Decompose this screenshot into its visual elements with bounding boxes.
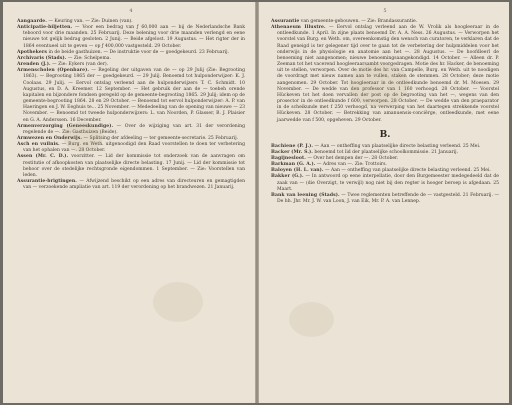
entry-heading: Aangaarde. (17, 19, 47, 24)
entry-text: — Splitsing der afdeeling — ter gemeente-secretarie. 25 Februarij. (82, 135, 239, 141)
entry-heading: Arenden (J.). (17, 62, 51, 68)
entry-text: voorzitter. — Lid der kommissie tot onderzoek van de aanvragen om restitutie of afkoopkosten van plaatselijke directe belasting. 17 Junij. — Lid der kommissie tot behoor over de stedelijke rechtsgronde eigendommen. 1 September. — Zie: Voorstellen van leden. (23, 154, 245, 178)
index-entry (17, 179, 245, 191)
index-entry (17, 124, 245, 136)
index-entries-b (271, 144, 499, 206)
entry-heading: Armwezen en Onderwijs. (17, 135, 83, 141)
index-entries (17, 19, 245, 191)
section-letter: B. (379, 129, 391, 140)
entry-heading: Armenverzorging (Geneeskundige). (17, 123, 114, 129)
entry-text: — Over het dempen der —. 28 October. (305, 155, 399, 161)
left-page (3, 2, 255, 403)
entry-text: — Voor een bedrag van ƒ 60,000 aan — bij de Nederlandsche Bank teboord voor drie maanden. 25 Februarij. Deze belening voor drie maanden verlengd en eene nieuwe tot gelijk bedrag gesloten. 2 Junij. — Beide afgelost. 19 Augustus. — Het rigter der in 1864 eventueel uit te geven — op ƒ 400,000 vastgesteld. 29 October. (23, 25, 245, 49)
entry-text: — Regeling der uitgaven van de — op 29 Julij (Zie: Begrooting 1863). — Begrooting 1865 der — goedgekeurd. — 29 Julij. Benoemd tot hulponderwijzer: K. J. Coolaas. 29 Julij. — Eervol ontslag verleend aan de hulponderwijzers T. C. Schmidt. 10 Augustus, en D. A. Kreemer. 12 September. — Het gebruik der aan de — toebeh orende kapitalen en bijzondere fondsen geregeld op de gemeente-begrooting 1865. 29 Julij; idem op de gemeente-begrooting 1864. 28 en 29 October. — Benoemd tot eervol hulponderwijzer: A. P. van Haeringen en J. W. Eeghuis te... 25 November. — Mededeeling van de opening van nieuwe — 23 November. — Benoemd tot tweede hulponderwijzers: L. van Noorden, P. Glasser, B. J. Plaisier en G. A. Anderssen. 16 December. (23, 68, 245, 123)
index-entry (271, 174, 499, 192)
page-number: 4 (129, 8, 133, 14)
entry-heading: Bachiene (P. J.). (271, 143, 314, 149)
entry-text: in de beide gasthuizen. — De instruktie voor de — goedgekeurd. 23 Februarij. (47, 49, 229, 55)
entry-text: — Adres van —. Zie: Trottoirs. (315, 162, 387, 168)
entry-text: — Keuring van. — Zie: Duinen (van). (46, 19, 133, 24)
right-page (259, 2, 509, 403)
index-entry (17, 154, 245, 179)
entry-text: van gemeente-gebouwen. — Zie: Brandassurantie. (299, 19, 418, 24)
entry-heading: Anticipatie-biljetten. (17, 25, 73, 31)
paper-stain (349, 62, 409, 107)
entry-heading: Bagijnesloot. (271, 155, 306, 161)
entry-heading: Asch en vuilnis. (17, 142, 60, 148)
entry-heading: Armenscholen (Openbare). (17, 68, 90, 74)
page-number: 5 (383, 8, 387, 14)
index-entry (271, 193, 499, 205)
entry-text: — Afwijzend beschikt op een adres van directeuren en gemagtigden van — verzoekende ampliatie van art. 119 der verordening op het brandwezen. 21 Januarij. (23, 179, 245, 191)
entry-text: — Over de wijziging van art. 31 der verordening regelende de —. Zie: Gasthuizen (Beide). (23, 123, 245, 135)
entry-text: — Zie: Schelpema. (66, 55, 111, 61)
entry-heading: Assurantie (271, 19, 300, 24)
entry-heading: Assen (Mr. C. D.). (17, 154, 69, 160)
entry-text: — Twee reglementen betreffende de — vastgesteld. 21 Februarij. — De hh. Jhr. Mr. J. W. van Loon, J. van Eik, Mr. P. A. van Lennep. (277, 192, 499, 205)
entry-heading: Baloyen (H. L. van). (271, 168, 324, 174)
paper-stain (63, 122, 103, 152)
entry-heading: Barkman (G. A.). (271, 162, 316, 168)
entry-text: — Eervol ontslag verleend aan de W. Vrolik als hoogleeraar in de ontleedkunde. 1 April. In zijne plaats benoemd Dr. A. A. Ness. 26 Augustus. — Verworpen het voorstel van Burg. en Weth. om, overeenkomstig den wensch van curatoren, te verklaren dat de Raad geneigd is ter gelegener tijd over te gaan tot de verbetering der hulpmiddelen voor het onderwijs in de physiologie en anatomie aan het —. 28 Augustus. — De hoofdleerl de benoeming niet aangenomen; nieuwe benoemingsaangekondigd. 14 October. — Alleen dr. P. Zeeman tot het vacerend hoogleeraarsambt voorgedragen. Motie des hr. Hacker, de benoeming uit te stellen, verworpen. Over de motie des hr. van Campelle, Burg. en Weth. uit te noodigen de voordragt met nieuw namen aan te vullen, staken de stemmen. 28 October; deze motie aangenomen. 29 October. Tot hoogleeraar in de ontleedkunde benoemd dr. M. Moesen. 29 November. — De wedde van den professor van 1 160 verhoogd. 28 October. — Voorstel Hückeven tot het doen vervallen der post op de begrooting van het —, wegens van den prosector in de ontleedkunde f 600, verworpen. 28 October. — De wedde van den praeparator in de scheikunde met f 250 verhoogd, na verwerping van het daartegen strekkende voorstel Hückeven. 28 October. — Betrekking van amanuensis-conciërge, ontleedkunde, met eene jaarwedde van f 500, opgeheven. 29 October. (277, 25, 499, 123)
index-entry (17, 25, 245, 50)
index-entry (17, 68, 245, 123)
entry-heading: Athenaeum Illustre. (271, 25, 326, 31)
index-entry (17, 142, 245, 154)
entry-heading: Bank van leening (Stads). (271, 192, 340, 198)
entry-text: benoemd tot lid der plaatselijke schoolkommissie. 21 Januarij. (312, 149, 459, 155)
entry-text: — Zie: Eykers (van der). (50, 62, 109, 68)
entry-text: — In antwoord op eene interpellatie, door den Burgemeester medegedeeld dat de zaak van — (die Overzigt, te verwijl) nog niet bij den regter is hooger beroep is afgedaan. 25 Maart. (277, 174, 499, 192)
entry-heading: Backer (Mr. S.). (271, 149, 313, 155)
entry-text: — Aan — ontheffing van plaatselijke directe belasting verleend. 25 Mei. (323, 168, 491, 174)
paper-stain (289, 302, 334, 337)
entry-heading: Apothekers (17, 49, 48, 55)
entry-text: — Burg. en Weth. uitgenoodigd den Raad voorstellen te doen ter verbetering van het ophalen van —. 28 October. (23, 142, 245, 154)
entry-text: — Aan — ontheffing van plaatselijke directe belasting verleend. 25 Mei. (313, 143, 481, 149)
entry-heading: Archivaris (Stads). (17, 55, 67, 61)
paper-stain (153, 282, 203, 322)
entry-heading: Bakker (G.). (271, 174, 304, 180)
book-spread (3, 2, 509, 403)
entry-heading: Assurantie-brigtingen. (17, 179, 77, 185)
